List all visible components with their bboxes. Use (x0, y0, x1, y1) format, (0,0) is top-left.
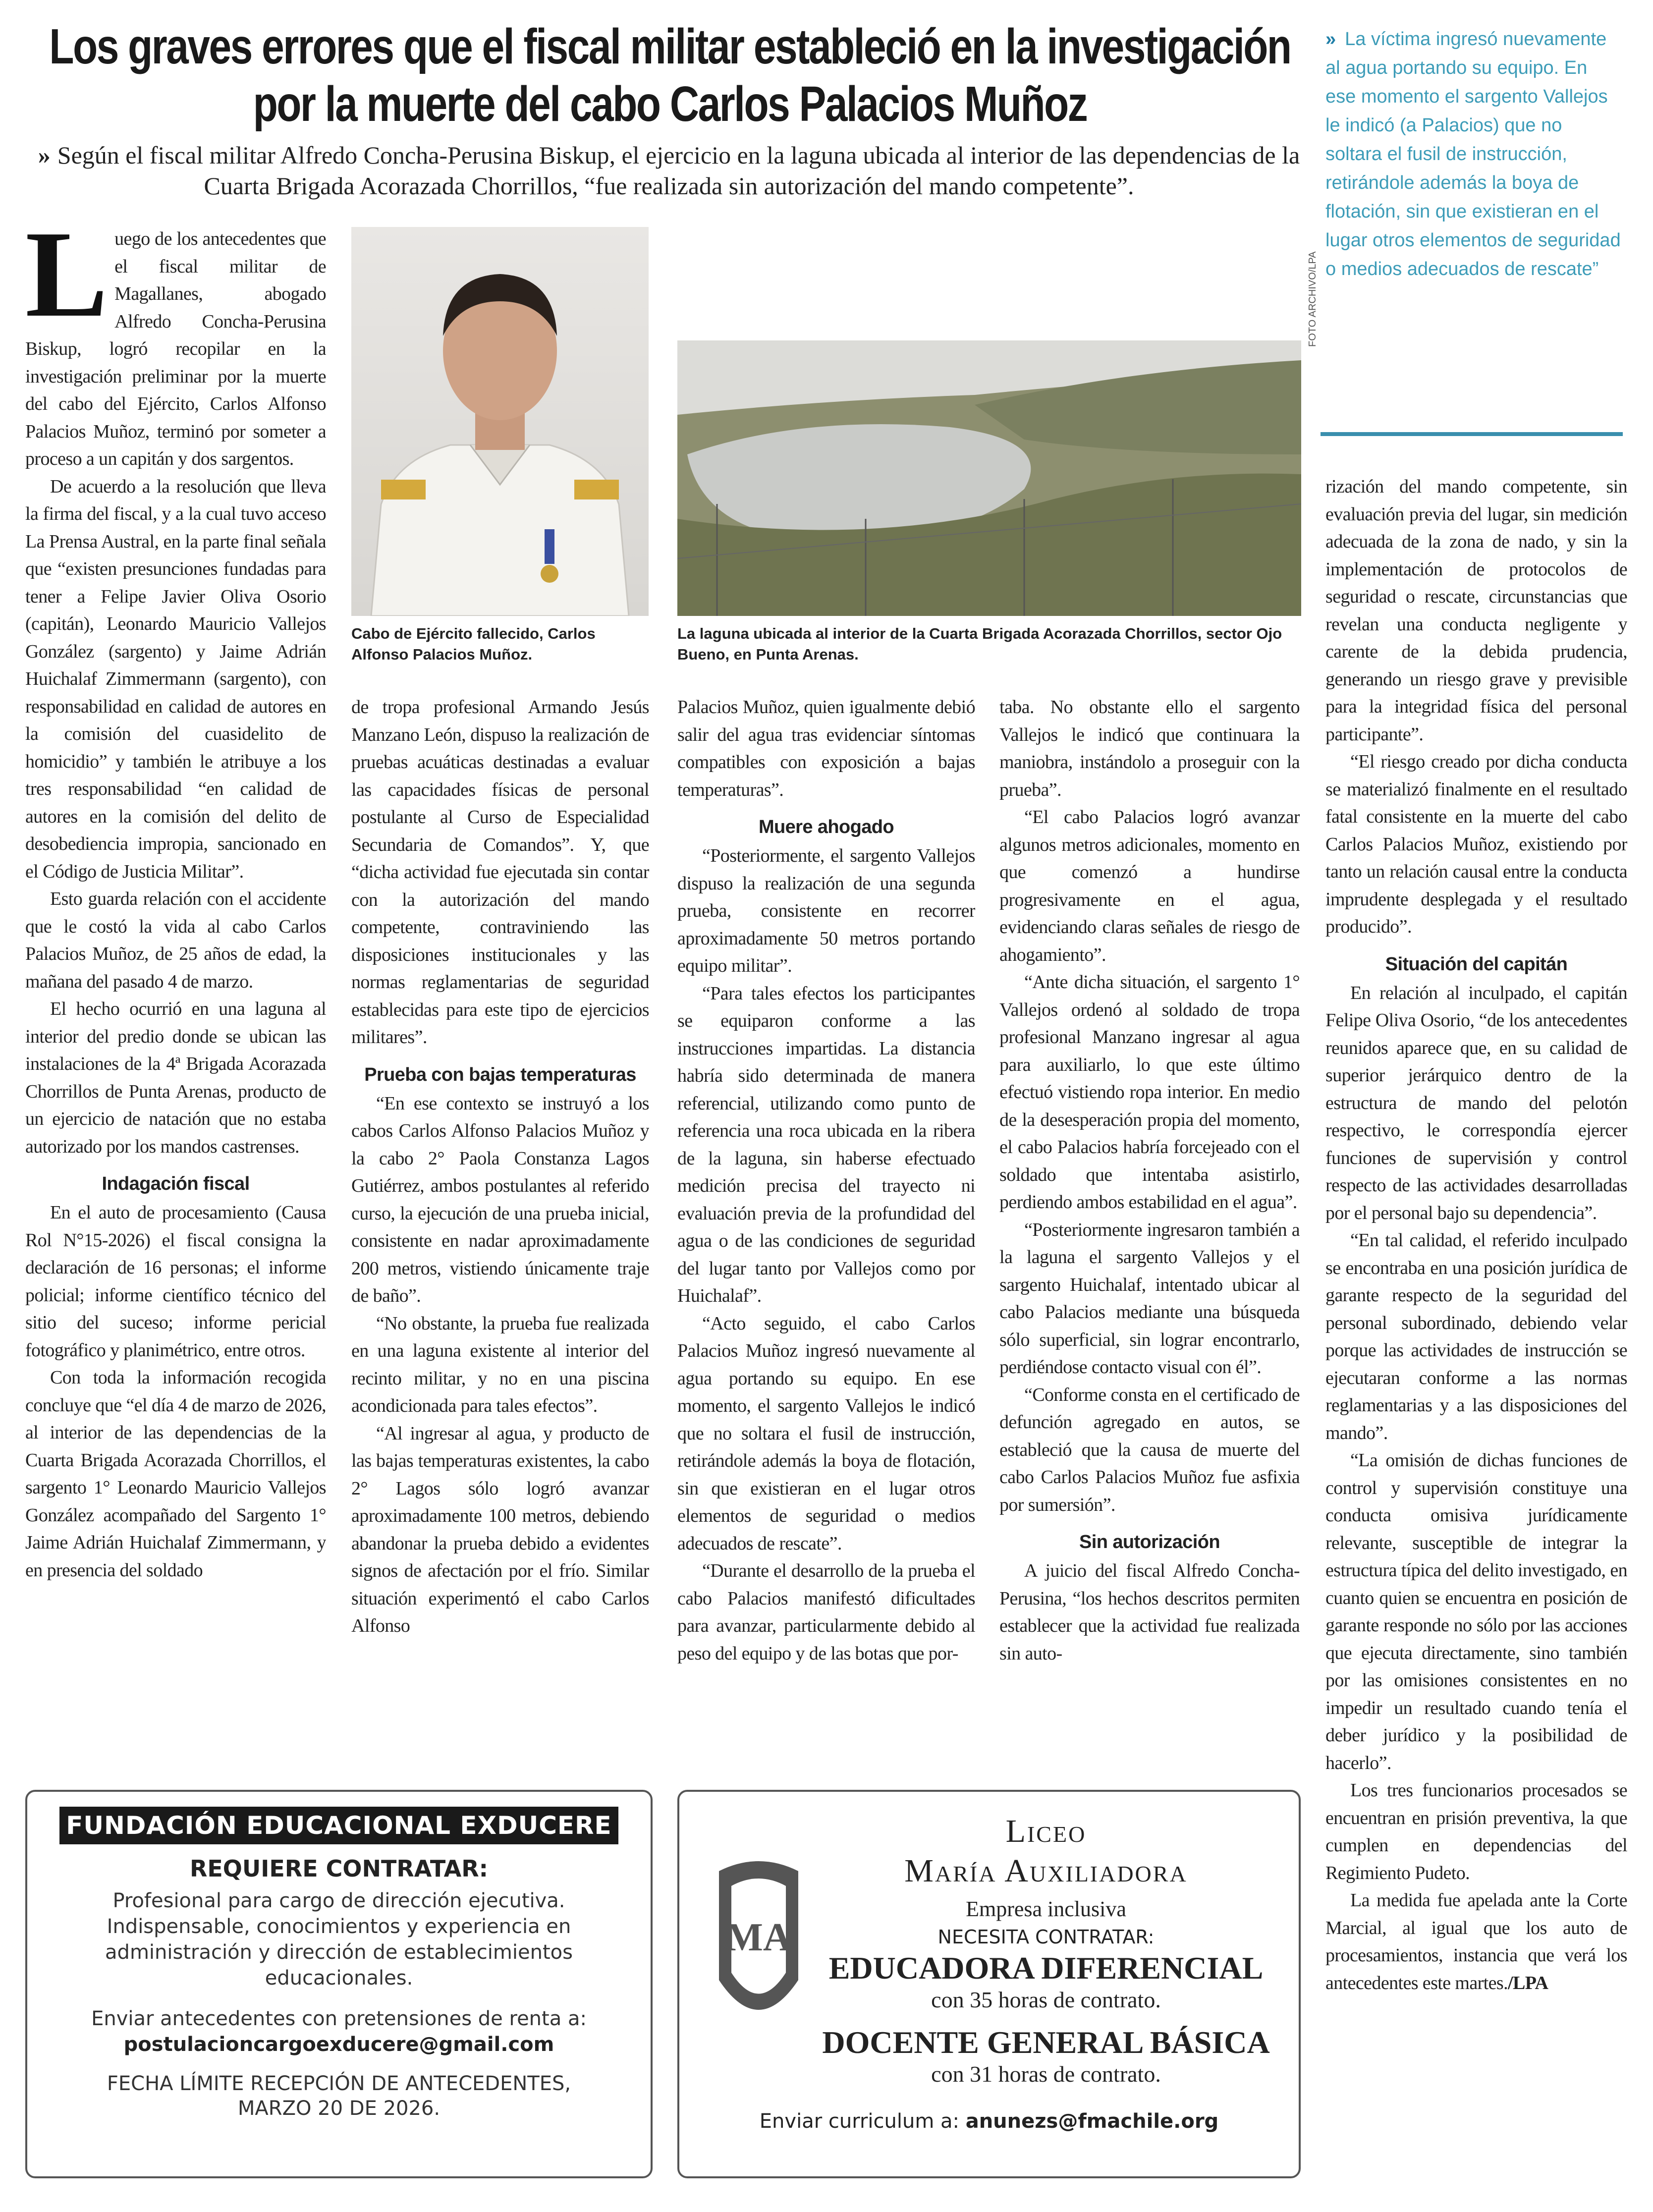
paragraph: “La omisión de dichas funciones de control y supervisión constituye una conducta omisiva jurídicamente relevante, susceptible de integrar la estructura típica del delito investigado, en cuanto quien se encuentra en posición de garante responde no sólo por las acciones que ejecuta directamente, sino también por las omisiones consistentes en no impedir un resultado cuando tenía el deber jurídico y la posibilidad de hacerlo”. (1325, 1450, 1627, 1773)
paragraph: El hecho ocurrió en una laguna al interior del predio donde se ubican las instalaciones de la 4ª Brigada Acorazada Chorrillos de Punta Arenas, producto de un ejercicio de natación que no estaba autorizado por los mandos castrenses. (25, 998, 326, 1157)
paragraph: “El cabo Palacios logró avanzar algunos metros adicionales, momento en que comenzó a hundirse progresivamente en el agua, evidenciando claras señales de riesgo de ahogamiento”. (999, 807, 1300, 965)
ad-inclusive: Empresa inclusiva (966, 1897, 1126, 1921)
subhead (35, 140, 1303, 201)
section-heading: Sin autorización (1079, 1532, 1220, 1552)
portrait-image (351, 227, 649, 616)
pull-quote (1325, 25, 1623, 283)
paragraph: De acuerdo a la resolución que lleva la firma del fiscal, y a la cual tuvo acceso La Prensa Austral, en la parte final señala que “existen presunciones fundadas para tener a Felipe Javier Oliva Osorio (capitán), Leonardo Mauricio Vallejos González (sargento) y Jaime Adrián Huichalaf Zimmermann (sargento), con responsabilidad en calidad de autores en la comisión del cuasidelito de homicidio” y también le atribuye a los tres responsabilidad “en calidad de autores en la comisión del delito de desobediencia impropia, sancionado en el Código de Justicia Militar”. (25, 476, 326, 882)
portrait-caption: Cabo de Ejército fallecido, Carlos Alfonso Palacios Muñoz. (351, 625, 596, 663)
photo-credit: FOTO ARCHIVO/LPA (1307, 251, 1318, 347)
paragraph: En relación al inculpado, el capitán Felipe Oliva Osorio, “de los antecedentes reunidos aparece que, en su calidad de superior jerárquico dentro de la estructura de mando del pelotón respectivo, le correspondía ejercer funciones de supervisión y control respecto de las actividades desarrolladas por el personal bajo su dependencia”. (1325, 982, 1627, 1223)
ad-body: Profesional para cargo de dirección ejecutiva. Indispensable, conocimientos y experiencia en administración y dirección de establecimientos educacionales. (105, 1889, 573, 1990)
paragraph: “El riesgo creado por dicha conducta se materializó finalmente en el resultado fatal consistente en la muerte del cabo Carlos Palacios Muñoz, existiendo por tanto un relación causal entre la conducta imprudente desplegada y el resultado producido”. (1325, 751, 1627, 937)
lagoon-caption: La laguna ubicada al interior de la Cuarta Brigada Acorazada Chorrillos, sector Ojo Bueno, en Punta Arenas. (677, 625, 1282, 663)
ad-send-label: Enviar antecedentes con pretensiones de renta a: (91, 2007, 587, 2030)
article-column-1 (25, 225, 326, 1767)
paragraph: taba. No obstante ello el sargento Vallejos le indicó que continuara la maniobra, instándolo a proseguir con la prueba”. (999, 697, 1300, 800)
pull-quote-rule (1321, 432, 1623, 436)
paragraph: “Posteriormente, el sargento Vallejos dispuso la realización de una segunda prueba, consistente en recorrer aproximadamente 50 metros portando equipo militar”. (677, 845, 975, 976)
paragraph: Los tres funcionarios procesados se encuentran en prisión preventiva, la que cumplen en dependencias del Regimiento Pudeto. (1325, 1780, 1627, 1883)
headline: Los graves errores que el fiscal militar estableció en la investigación por la muerte del cabo Carlos Palacios Muñoz (49, 19, 1291, 132)
school-name-2: María Auxiliadora (904, 1853, 1188, 1889)
pull-quote-text: La víctima ingresó nuevamente al agua portando su equipo. En ese momento el sargento Vallejos le indicó (a Palacios) que no soltara el fusil de instrucción, retirándole además la boya de flotación, sin que existieran en el lugar otros elementos de seguridad o medios adecuados de rescate” (1325, 29, 1621, 279)
paragraph: Palacios Muñoz, quien igualmente debió salir del agua tras evidenciar síntomas compatibles con exposición a bajas temperaturas”. (677, 697, 975, 800)
paragraph: Con toda la información recogida concluye que “el día 4 de marzo de 2026, al interior de las dependencias de la Cuarta Brigada Acorazada Chorrillos, el sargento 1° Leonardo Mauricio Vallejos González acompañado del Sargento 1° Jaime Adrián Huichalaf Zimmermann, y en presencia del soldado (25, 1367, 326, 1581)
paragraph: A juicio del fiscal Alfredo Concha-Perusina, “los hechos descritos permiten establecer que la actividad fue realizada sin auto- (999, 1560, 1300, 1664)
job-hours-2: con 31 horas de contrato. (931, 2061, 1161, 2087)
paragraph (1325, 1887, 1627, 1997)
paragraph: rización del mando competente, sin evaluación previa del lugar, sin medición adecuada de la zona de nado, y sin la implementación de protocolos de seguridad o rescate, circunstancias que revelan una conducta negligente y carente de la debida prudencia, generando un riesgo grave y previsible para la integridad física del personal participante”. (1325, 476, 1627, 745)
school-name-1: Liceo (1005, 1813, 1087, 1849)
ad-subtitle: REQUIERE CONTRATAR: (189, 1855, 489, 1882)
paragraph: “No obstante, la prueba fue realizada en una laguna existente al interior del recinto militar, y no en una piscina acondicionada para tales efectos”. (351, 1313, 649, 1416)
paragraph: Esto guarda relación con el accidente que le costó la vida al cabo Carlos Palacios Muñoz, de 25 años de edad, la mañana del pasado 4 de marzo. (25, 888, 326, 992)
job-title-1: EDUCADORA DIFERENCIAL (828, 1950, 1264, 1986)
double-chevron-icon: » (1325, 29, 1336, 50)
subhead-text: Según el fiscal militar Alfredo Concha-Perusina Biskup, el ejercicio en la laguna ubicada al interior de las dependencias de la Cuarta Brigada Acorazada Chorrillos, “fue realizada sin autorización del mando competente”. (57, 141, 1300, 200)
article-column-2 (351, 694, 649, 1767)
headline-container (20, 18, 1318, 133)
signoff: /LPA (1507, 1972, 1548, 1993)
section-heading: Prueba con bajas temperaturas (364, 1064, 636, 1085)
section-heading: Indagación fiscal (102, 1173, 250, 1194)
paragraph: “Para tales efectos los participantes se equiparon conforme a las instrucciones impartidas. La distancia habría sido determinada de manera referencial, utilizando como punto de referencia una roca ubicada en la ribera de la laguna, sin haberse efectuado medición precisa del trayecto ni evaluación previa de la profundidad del agua o de las condiciones de seguridad del lugar tanto por Vallejos como por Huichalaf”. (677, 983, 975, 1306)
lagoon-photo (677, 340, 1301, 616)
ad-needs: NECESITA CONTRATAR: (937, 1926, 1155, 1948)
paragraph: “Posteriormente ingresaron también a la laguna el sargento Vallejos y el sargento Huichalaf, intentado ubicar al cabo Palacios mediante una búsqueda sólo superficial, sin lograr encontrarlo, perdiéndose contacto visual con él”. (999, 1219, 1300, 1378)
article-column-3 (677, 694, 975, 1767)
job-hours-1: con 35 horas de contrato. (931, 1987, 1161, 2012)
portrait-photo (351, 227, 649, 616)
paragraph-text: La medida fue apelada ante la Corte Marcial, al igual que los auto de procesamientos, instancia que verá los antecedentes este martes. (1325, 1890, 1627, 1993)
section-heading: Situación del capitán (1385, 953, 1568, 975)
paragraph: uego de los antecedentes que el fiscal militar de Magallanes, abogado Alfredo Concha-Perusina Biskup, logró recopilar en la investigación preliminar por la muerte del cabo del Ejército, Carlos Alfonso Palacios Muñoz, terminó por someter a proceso a un capitán y dos sargentos. (25, 228, 326, 469)
article-column-5 (1325, 473, 1627, 2178)
drop-cap: L (25, 225, 108, 343)
chevron-icon: » (38, 141, 51, 169)
paragraph: “Al ingresar al agua, y producto de las bajas temperaturas existentes, la cabo 2° Lagos sólo logró avanzar aproximadamente 100 metros, debiendo abandonar la prueba debido a evidentes signos de afectación por el frío. Similar situación experimentó el cabo Carlos Alfonso (351, 1423, 649, 1636)
shield-logo-icon (709, 1851, 808, 2049)
ad-exducere (25, 1790, 653, 2178)
job-title-2: DOCENTE GENERAL BÁSICA (822, 2025, 1270, 2060)
section-heading: Muere ahogado (758, 817, 894, 837)
ad-email-link[interactable]: anunezs@fmachile.org (965, 2110, 1219, 2133)
liceo-logo (709, 1851, 808, 2049)
paragraph: “Ante dicha situación, el sargento 1° Vallejos ordenó al soldado de tropa profesional Manzano ingresar al agua para auxiliarlo, lo que este último efectuó vistiendo ropa interior. En medio de la desesperación propia del momento, el cabo Palacios habría forcejeado con el soldado que intentaba asistirlo, perdiendo ambos estabilidad en el agua”. (999, 972, 1300, 1213)
ad-liceo (677, 1790, 1301, 2178)
paragraph: de tropa profesional Armando Jesús Manzano León, dispuso la realización de pruebas acuáticas destinadas a evaluar las capacidades físicas de personal postulante al Curso de Especialidad Secundaria de Comandos”. Y, que “dicha actividad fue ejecutada sin contar con la autorización del mando competente, contraviniendo las disposiciones institucionales y las normas reglamentarias de seguridad establecidas para este tipo de ejercicios militares”. (351, 697, 649, 1048)
article-header (20, 18, 1318, 201)
lagoon-image (677, 340, 1301, 616)
ad-send-label: Enviar curriculum a: (759, 2110, 959, 2133)
ad-deadline: FECHA LÍMITE RECEPCIÓN DE ANTECEDENTES, MARZO 20 DE 2026. (107, 2072, 571, 2120)
paragraph: “En ese contexto se instruyó a los cabos Carlos Alfonso Palacios Muñoz y la cabo 2° Paola Constanza Lagos Gutiérrez, ambos postulantes al referido curso, la ejecución de una prueba inicial, consistente en nadar aproximadamente 200 metros, vistiendo únicamente traje de baño”. (351, 1093, 649, 1306)
paragraph: “Conforme consta en el certificado de defunción agregado en autos, se estableció que la causa de muerte del cabo Carlos Palacios Muñoz fue asfixia por sumersión”. (999, 1384, 1300, 1515)
ad-send (679, 2108, 1299, 2135)
paragraph: “Durante el desarrollo de la prueba el cabo Palacios manifestó dificultades para avanzar, particularmente debido al peso del equipo y de las botas que por- (677, 1560, 975, 1664)
logo-letters: MA (725, 1916, 792, 1959)
ad-title: FUNDACIÓN EDUCACIONAL EXDUCERE (59, 1807, 618, 1844)
paragraph: “En tal calidad, el referido inculpado se encontraba en una posición jurídica de garante respecto de la seguridad del personal subordinado, debiendo velar porque las actividades de instrucción se ejecutaran conforme a las normas reglamentarias y a las disposiciones del mando”. (1325, 1230, 1627, 1443)
ad-email-link[interactable]: postulacioncargoexducere@gmail.com (123, 2033, 554, 2056)
article-column-4 (999, 694, 1300, 1767)
paragraph: En el auto de procesamiento (Causa Rol N°15-2026) el fiscal consigna la declaración de 16 personas; el informe policial; informe científico técnico del sitio del suceso; informe pericial fotográfico y planimétrico, entre otros. (25, 1202, 326, 1361)
paragraph: “Acto seguido, el cabo Carlos Palacios Muñoz ingresó nuevamente al agua portando su equipo. En ese momento, el sargento Vallejos le indicó que no soltara el fusil de instrucción, retirándole además la boya de flotación, sin que existieran en el lugar otros elementos de seguridad o medios adecuados de rescate”. (677, 1313, 975, 1554)
